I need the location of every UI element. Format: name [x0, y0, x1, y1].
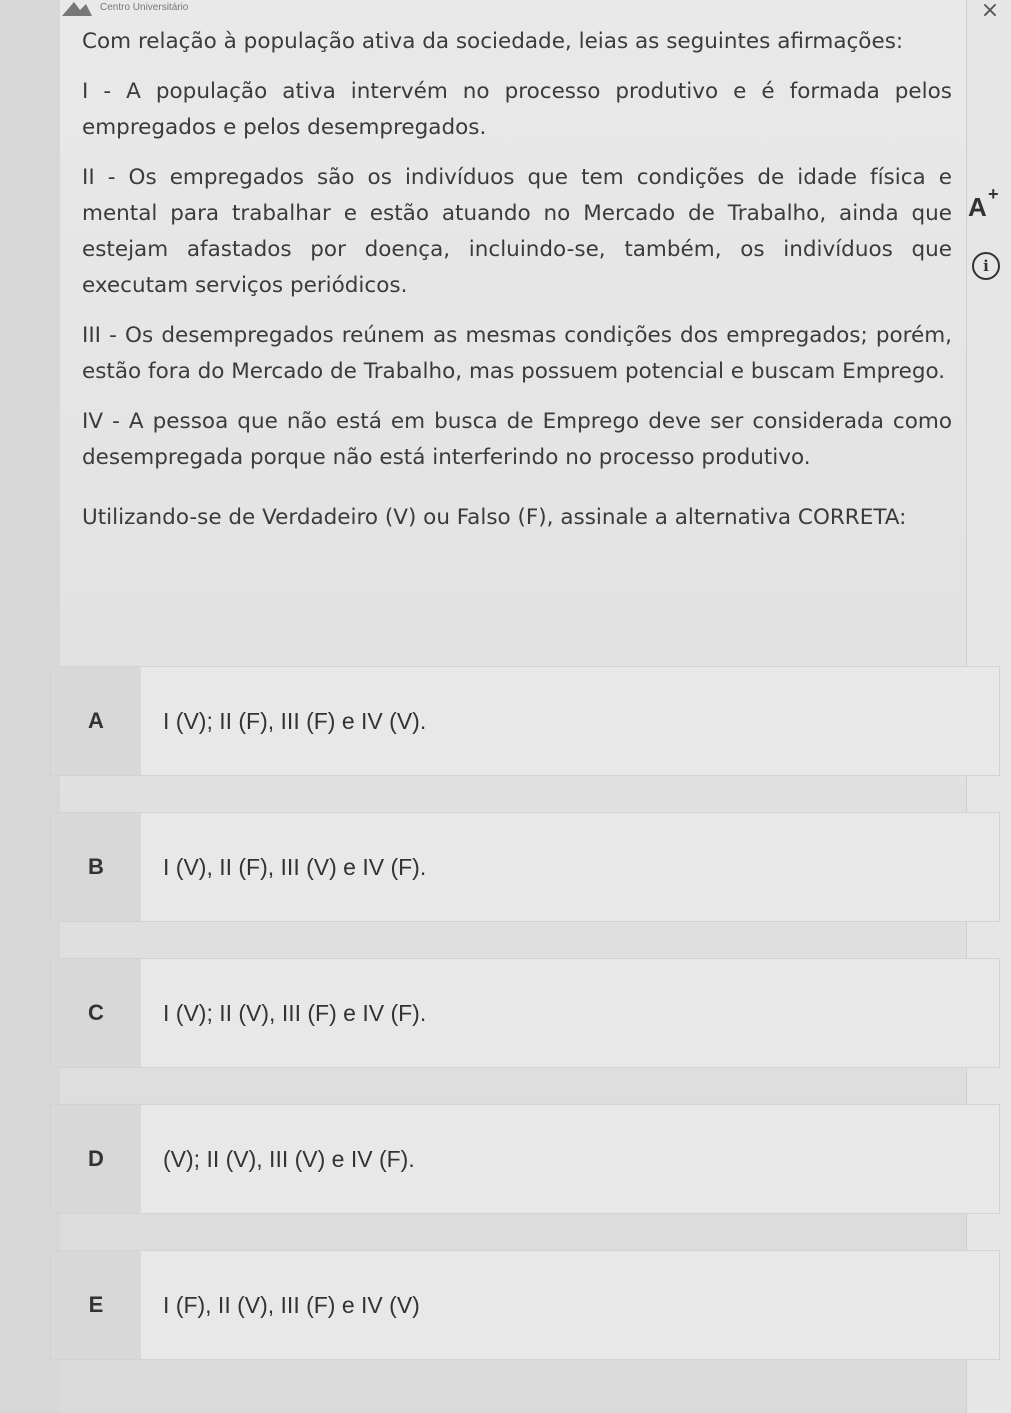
option-text: I (V); II (V), III (F) e IV (F).: [141, 959, 999, 1067]
option-letter: B: [51, 813, 141, 921]
question-text: [82, 24, 952, 550]
answer-options: [50, 666, 1000, 1396]
statement-1: I - A população ativa intervém no processo produtivo e é formada pelos empregados e pelos desempregados.: [82, 79, 952, 140]
option-letter: E: [51, 1251, 141, 1359]
statement-4: IV - A pessoa que não está em busca de Emprego deve ser considerada como desempregada porque não está interferindo no processo produtivo.: [82, 409, 952, 470]
font-size-plus: +: [988, 184, 999, 204]
option-text: I (V), II (F), III (V) e IV (F).: [141, 813, 999, 921]
option-e[interactable]: [50, 1250, 1000, 1360]
brand-name: Centro Universitário: [100, 2, 189, 13]
option-text: (V); II (V), III (V) e IV (F).: [141, 1105, 999, 1213]
option-text: I (V); II (F), III (F) e IV (V).: [141, 667, 999, 775]
option-letter: D: [51, 1105, 141, 1213]
statement-3: III - Os desempregados reúnem as mesmas condições dos empregados; porém, estão fora do Mercado de Trabalho, mas possuem potencial e buscam Emprego.: [82, 323, 952, 384]
option-letter: A: [51, 667, 141, 775]
info-icon[interactable]: i: [972, 252, 1000, 280]
option-a[interactable]: [50, 666, 1000, 776]
option-letter: C: [51, 959, 141, 1067]
option-c[interactable]: [50, 958, 1000, 1068]
question-instruction: Utilizando-se de Verdadeiro (V) ou Falso (F), assinale a alternativa CORRETA:: [82, 505, 907, 530]
question-intro: Com relação à população ativa da sociedade, leias as seguintes afirmações:: [82, 29, 904, 54]
font-size-icon: A: [968, 192, 987, 222]
close-icon[interactable]: ×: [980, 0, 1000, 23]
statement-2: II - Os empregados são os indivíduos que tem condições de idade física e mental para trabalhar e estão atuando no Mercado de Trabalho, ainda que estejam afastados por doença, incluindo-se, também, os indivíduos que executam serviços periódicos.: [82, 165, 952, 298]
university-logo-icon: [60, 0, 94, 16]
option-d[interactable]: [50, 1104, 1000, 1214]
option-b[interactable]: [50, 812, 1000, 922]
option-text: I (F), II (V), III (F) e IV (V): [141, 1251, 999, 1359]
font-size-button[interactable]: [968, 184, 1004, 226]
